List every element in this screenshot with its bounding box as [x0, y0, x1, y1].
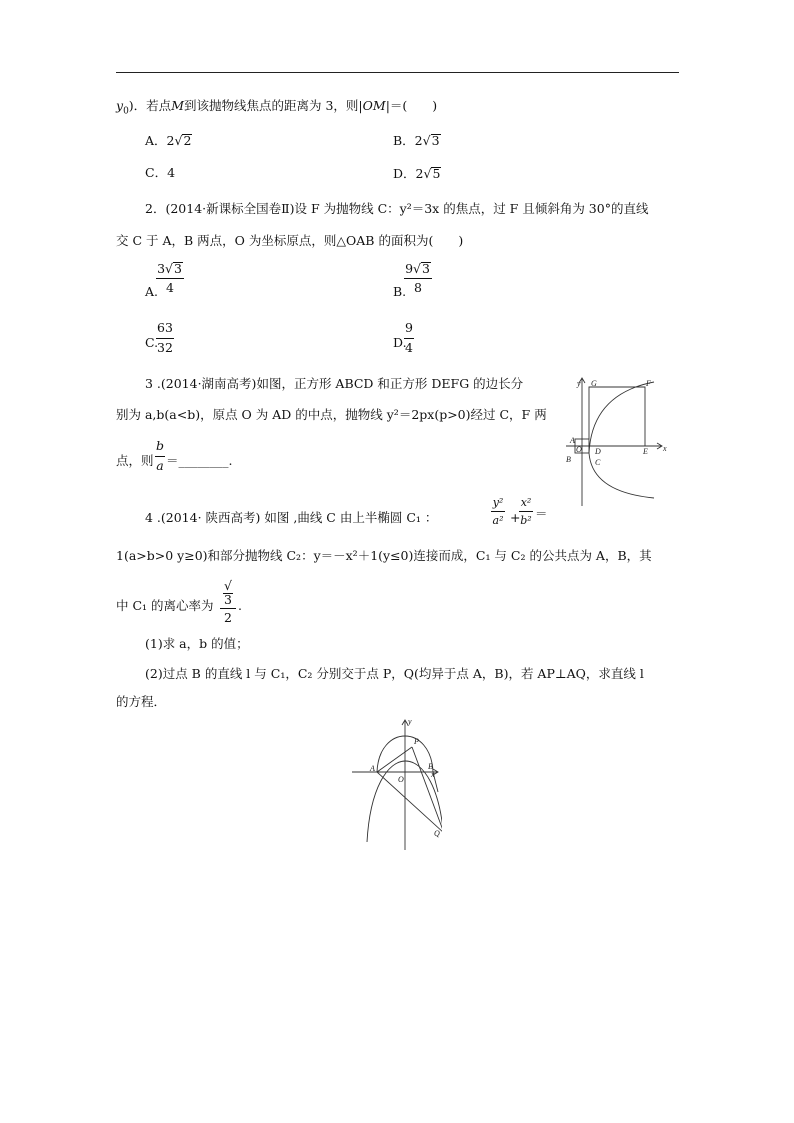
q3-line3a: 点，则 — [116, 453, 154, 468]
q3-fig-a-label: A — [570, 436, 575, 445]
q4-fig-p-label: P — [414, 737, 419, 746]
q2-option-b-frac: $\frac{9√3}{8}$ — [404, 262, 432, 294]
q4-fig-x-label: x — [431, 770, 435, 779]
q2-option-d-label: D. — [393, 335, 407, 350]
q2-option-b-label: B. — [393, 284, 407, 299]
q4-frac-y2-a2: $\frac{\text{y²}}{\text{a²}}$ — [492, 496, 504, 527]
q4-frac-x2-b2: $\frac{\text{x²}}{\text{b²}}$ — [520, 496, 532, 527]
q3-fig-f-label: F — [646, 379, 651, 388]
q3-fig-x-label: x — [663, 444, 667, 453]
q1-stem: $y_0$)．若点M到该抛物线焦点的距离为 3，则|OM|＝( ) — [116, 98, 438, 117]
q3-fig-c-label: C — [595, 458, 601, 467]
q3-fig-o-label: O — [576, 445, 582, 454]
q1-option-a: A．2√2 — [145, 133, 192, 148]
q4-part1: (1)求 a，b 的值； — [145, 636, 249, 651]
q4-part2: (2)过点 B 的直线 l 与 C₁，C₂ 分别交于点 P，Q(均异于点 A，B)，若 AP⊥AQ，求直线 l — [145, 666, 644, 681]
q3-line2: 别为 a,b(a<b)，原点 O 为 AD 的中点，抛物线 y²＝2px(p>0)经过 C，F 两 — [116, 407, 547, 422]
q4-eccentricity-frac: $\frac{√3}{2}$ — [220, 580, 236, 625]
q1-option-c: C．4 — [145, 165, 176, 180]
q3-ratio-frac: $\frac{b}{a}$ — [155, 438, 164, 473]
q3-line1: 3 .(2014·湖南高考)如图，正方形 ABCD 和正方形 DEFG 的边长分 — [145, 376, 524, 391]
q4-fig-y-label: y — [408, 717, 412, 726]
q2-line1: 2．(2014·新课标全国卷Ⅱ)设 F 为抛物线 C：y²＝3x 的焦点，过 F 且倾斜角为 30°的直线 — [145, 201, 649, 216]
q4-figure — [350, 714, 442, 852]
q2-option-a-frac: $\frac{3√3}{4}$ — [156, 262, 184, 294]
header-rule — [116, 72, 679, 73]
q4-line3b: . — [238, 598, 242, 613]
q4-fig-o-label: O — [398, 775, 404, 784]
q4-line1: 4 .(2014· 陕西高考) 如图 ,曲线 C 由上半椭圆 C₁ ： — [145, 510, 438, 525]
q4-line2: 1(a>b>0 y≥0)和部分抛物线 C₂：y＝－x²＋1(y≤0)连接而成，C₁ 与 C₂ 的公共点为 A，B，其 — [116, 548, 652, 563]
q3-fig-d-label: D — [595, 447, 601, 456]
q4-line3a: 中 C₁ 的离心率为 — [116, 598, 214, 613]
q4-fig-q-label: Q — [434, 829, 440, 838]
q3-fig-b-label: B — [566, 455, 571, 464]
q2-line2: 交 C 于 A，B 两点，O 为坐标原点，则△OAB 的面积为( ) — [116, 233, 464, 248]
q4-part2b: 的方程． — [116, 694, 167, 709]
q4-equals: ＝ — [535, 506, 548, 521]
q2-option-d-frac: $\frac{9}{4}$ — [405, 320, 413, 355]
q1-option-d: D．2√5 — [393, 166, 441, 181]
q2-option-c-label: C. — [145, 335, 159, 350]
q3-fig-e-label: E — [643, 447, 648, 456]
q2-option-c-frac: $\frac{63}{32}$ — [157, 320, 173, 355]
q2-option-a-label: A. — [145, 284, 159, 299]
q4-fig-a-label: A — [370, 764, 375, 773]
q1-option-b: B．2√3 — [393, 133, 440, 148]
q3-fig-y-label: y — [577, 379, 581, 388]
q4-fig-b-label: B — [428, 762, 433, 771]
q4-plus: + — [510, 510, 521, 525]
q3-figure — [562, 374, 676, 508]
q3-fig-g-label: G — [591, 379, 597, 388]
q3-line3b: ＝________. — [166, 453, 233, 468]
